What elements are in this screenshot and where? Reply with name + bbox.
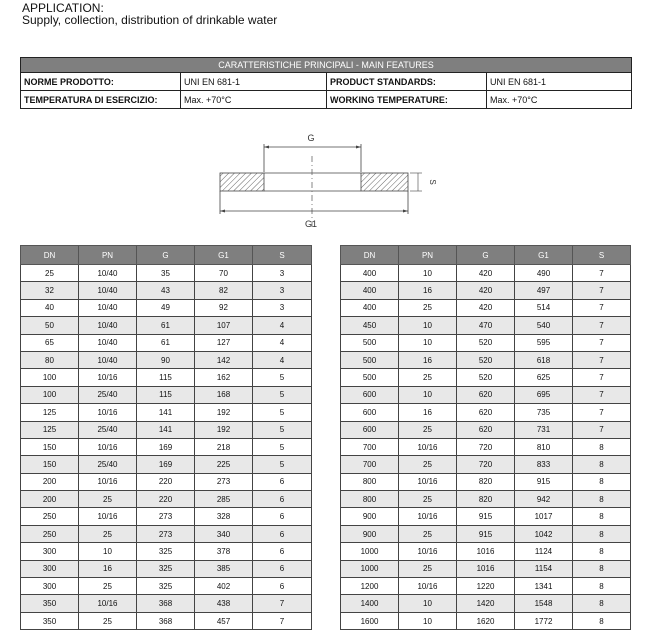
cell-s: 4 bbox=[253, 317, 312, 334]
table-row bbox=[21, 438, 312, 455]
table-row bbox=[341, 334, 631, 351]
table-row bbox=[21, 421, 312, 438]
table-row bbox=[21, 334, 312, 351]
cell-dn: 50 bbox=[21, 317, 79, 334]
cell-pn: 10 bbox=[399, 612, 457, 629]
feature-label-en: PRODUCT STANDARDS: bbox=[327, 73, 487, 91]
table-row bbox=[21, 491, 312, 508]
cell-g1: 328 bbox=[195, 508, 253, 525]
application-title: APPLICATION: bbox=[22, 1, 104, 15]
table-row bbox=[341, 351, 631, 368]
cell-g: 520 bbox=[457, 369, 515, 386]
cell-s: 8 bbox=[573, 473, 631, 490]
col-header-s: S bbox=[253, 246, 312, 265]
cell-g: 325 bbox=[137, 578, 195, 595]
table-row bbox=[341, 299, 631, 316]
cell-s: 7 bbox=[573, 386, 631, 403]
cell-s: 8 bbox=[573, 508, 631, 525]
cell-s: 7 bbox=[573, 351, 631, 368]
cell-dn: 200 bbox=[21, 473, 79, 490]
cell-g: 325 bbox=[137, 543, 195, 560]
cell-s: 4 bbox=[253, 334, 312, 351]
cell-g1: 402 bbox=[195, 578, 253, 595]
dimension-label-g: G bbox=[307, 133, 315, 143]
cell-dn: 500 bbox=[341, 369, 399, 386]
cell-g: 520 bbox=[457, 334, 515, 351]
cell-g1: 1017 bbox=[515, 508, 573, 525]
cell-pn: 10/16 bbox=[399, 473, 457, 490]
cell-g: 325 bbox=[137, 560, 195, 577]
cell-g: 273 bbox=[137, 525, 195, 542]
cell-dn: 400 bbox=[341, 265, 399, 282]
cell-s: 7 bbox=[573, 265, 631, 282]
cell-g: 620 bbox=[457, 421, 515, 438]
cell-g: 420 bbox=[457, 299, 515, 316]
cell-dn: 500 bbox=[341, 351, 399, 368]
dimension-label-g1: G1 bbox=[304, 219, 318, 229]
table-row bbox=[341, 595, 631, 612]
cell-g: 141 bbox=[137, 404, 195, 421]
cell-g1: 731 bbox=[515, 421, 573, 438]
table-row bbox=[21, 543, 312, 560]
feature-label-en: WORKING TEMPERATURE: bbox=[327, 91, 487, 109]
cell-pn: 25 bbox=[79, 578, 137, 595]
table-row bbox=[341, 265, 631, 282]
cell-s: 8 bbox=[573, 525, 631, 542]
feature-label-it: NORME PRODOTTO: bbox=[21, 73, 181, 91]
cell-dn: 1000 bbox=[341, 560, 399, 577]
table-row bbox=[341, 438, 631, 455]
cell-g1: 915 bbox=[515, 473, 573, 490]
cell-pn: 25/40 bbox=[79, 456, 137, 473]
cell-pn: 10/16 bbox=[79, 595, 137, 612]
cell-dn: 65 bbox=[21, 334, 79, 351]
cell-s: 6 bbox=[253, 508, 312, 525]
application-subtitle: Supply, collection, distribution of drinkable water bbox=[22, 13, 278, 27]
table-header-row bbox=[21, 246, 312, 265]
cell-dn: 125 bbox=[21, 421, 79, 438]
table-row bbox=[21, 265, 312, 282]
cell-g1: 1341 bbox=[515, 578, 573, 595]
cell-g1: 378 bbox=[195, 543, 253, 560]
cell-dn: 600 bbox=[341, 421, 399, 438]
cell-dn: 400 bbox=[341, 282, 399, 299]
cell-pn: 10 bbox=[79, 543, 137, 560]
cell-g1: 695 bbox=[515, 386, 573, 403]
cell-g1: 82 bbox=[195, 282, 253, 299]
cell-g: 820 bbox=[457, 491, 515, 508]
cell-s: 6 bbox=[253, 525, 312, 542]
table-row bbox=[341, 612, 631, 629]
col-header-dn: DN bbox=[21, 246, 79, 265]
cell-g1: 218 bbox=[195, 438, 253, 455]
table-row bbox=[341, 543, 631, 560]
table-row bbox=[341, 560, 631, 577]
cell-g: 820 bbox=[457, 473, 515, 490]
cell-dn: 1600 bbox=[341, 612, 399, 629]
table-row bbox=[341, 525, 631, 542]
cell-g1: 340 bbox=[195, 525, 253, 542]
cell-dn: 350 bbox=[21, 612, 79, 629]
cell-dn: 900 bbox=[341, 508, 399, 525]
cell-pn: 10 bbox=[399, 595, 457, 612]
cell-g: 1220 bbox=[457, 578, 515, 595]
table-row bbox=[21, 578, 312, 595]
cell-g1: 457 bbox=[195, 612, 253, 629]
cell-s: 8 bbox=[573, 456, 631, 473]
cell-s: 8 bbox=[573, 543, 631, 560]
table-row bbox=[341, 386, 631, 403]
cell-dn: 250 bbox=[21, 525, 79, 542]
table-row bbox=[21, 386, 312, 403]
cell-s: 5 bbox=[253, 369, 312, 386]
table-row bbox=[21, 351, 312, 368]
cell-pn: 10/16 bbox=[399, 543, 457, 560]
table-row bbox=[21, 612, 312, 629]
cell-g: 220 bbox=[137, 491, 195, 508]
cell-g: 520 bbox=[457, 351, 515, 368]
cell-dn: 200 bbox=[21, 491, 79, 508]
cell-g1: 127 bbox=[195, 334, 253, 351]
cell-s: 7 bbox=[573, 317, 631, 334]
cell-g1: 273 bbox=[195, 473, 253, 490]
col-header-pn: PN bbox=[399, 246, 457, 265]
cell-g: 61 bbox=[137, 317, 195, 334]
cell-g: 620 bbox=[457, 404, 515, 421]
cell-g: 368 bbox=[137, 612, 195, 629]
cell-s: 5 bbox=[253, 438, 312, 455]
cell-s: 3 bbox=[253, 282, 312, 299]
cell-g: 90 bbox=[137, 351, 195, 368]
cell-pn: 25 bbox=[399, 491, 457, 508]
cell-pn: 25 bbox=[399, 369, 457, 386]
cell-pn: 10/40 bbox=[79, 265, 137, 282]
cell-g1: 490 bbox=[515, 265, 573, 282]
cell-pn: 16 bbox=[399, 282, 457, 299]
cell-g1: 833 bbox=[515, 456, 573, 473]
cell-pn: 25 bbox=[399, 525, 457, 542]
cell-dn: 300 bbox=[21, 578, 79, 595]
cell-g: 1620 bbox=[457, 612, 515, 629]
cell-s: 5 bbox=[253, 404, 312, 421]
cell-dn: 1400 bbox=[341, 595, 399, 612]
cell-g: 115 bbox=[137, 369, 195, 386]
feature-row-temperature bbox=[21, 91, 632, 109]
table-row bbox=[21, 369, 312, 386]
cell-g: 43 bbox=[137, 282, 195, 299]
table-row bbox=[21, 299, 312, 316]
cell-dn: 100 bbox=[21, 386, 79, 403]
cell-dn: 250 bbox=[21, 508, 79, 525]
cell-g1: 192 bbox=[195, 404, 253, 421]
cell-g1: 92 bbox=[195, 299, 253, 316]
cell-g: 220 bbox=[137, 473, 195, 490]
cell-dn: 300 bbox=[21, 543, 79, 560]
main-features-header: CARATTERISTICHE PRINCIPALI - MAIN FEATURES bbox=[21, 58, 632, 73]
cell-s: 6 bbox=[253, 473, 312, 490]
cell-pn: 25 bbox=[399, 421, 457, 438]
cell-s: 6 bbox=[253, 578, 312, 595]
cell-pn: 10/16 bbox=[399, 578, 457, 595]
cell-g1: 142 bbox=[195, 351, 253, 368]
cell-pn: 10 bbox=[399, 386, 457, 403]
cell-pn: 10 bbox=[399, 334, 457, 351]
cell-s: 7 bbox=[573, 334, 631, 351]
cell-pn: 25 bbox=[79, 491, 137, 508]
table-row bbox=[341, 578, 631, 595]
cell-s: 8 bbox=[573, 612, 631, 629]
table-row bbox=[341, 369, 631, 386]
cell-g1: 70 bbox=[195, 265, 253, 282]
dimension-label-s: S bbox=[428, 179, 437, 185]
feature-value-it: UNI EN 681-1 bbox=[181, 73, 327, 91]
col-header-pn: PN bbox=[79, 246, 137, 265]
cell-g1: 618 bbox=[515, 351, 573, 368]
cell-pn: 25 bbox=[399, 299, 457, 316]
cell-g: 720 bbox=[457, 438, 515, 455]
cell-g: 915 bbox=[457, 508, 515, 525]
table-row bbox=[21, 473, 312, 490]
cell-s: 8 bbox=[573, 578, 631, 595]
cell-s: 7 bbox=[573, 282, 631, 299]
cell-g: 470 bbox=[457, 317, 515, 334]
table-row bbox=[341, 282, 631, 299]
table-row bbox=[341, 473, 631, 490]
cell-g1: 1548 bbox=[515, 595, 573, 612]
feature-label-it: TEMPERATURA DI ESERCIZIO: bbox=[21, 91, 181, 109]
cell-pn: 10/40 bbox=[79, 282, 137, 299]
cell-pn: 16 bbox=[79, 560, 137, 577]
cell-s: 7 bbox=[573, 404, 631, 421]
cell-g1: 810 bbox=[515, 438, 573, 455]
cell-pn: 16 bbox=[399, 404, 457, 421]
cell-pn: 25/40 bbox=[79, 386, 137, 403]
cell-dn: 1200 bbox=[341, 578, 399, 595]
cell-dn: 32 bbox=[21, 282, 79, 299]
cell-dn: 1000 bbox=[341, 543, 399, 560]
col-header-g: G bbox=[137, 246, 195, 265]
cell-dn: 40 bbox=[21, 299, 79, 316]
cell-s: 4 bbox=[253, 351, 312, 368]
table-row bbox=[341, 421, 631, 438]
cell-dn: 600 bbox=[341, 386, 399, 403]
cell-s: 3 bbox=[253, 299, 312, 316]
table-row bbox=[341, 508, 631, 525]
cell-dn: 150 bbox=[21, 438, 79, 455]
cell-g: 115 bbox=[137, 386, 195, 403]
cell-g: 49 bbox=[137, 299, 195, 316]
cell-g1: 1042 bbox=[515, 525, 573, 542]
cell-dn: 500 bbox=[341, 334, 399, 351]
cell-pn: 10/16 bbox=[79, 404, 137, 421]
cell-dn: 450 bbox=[341, 317, 399, 334]
cell-g: 1016 bbox=[457, 560, 515, 577]
cell-pn: 16 bbox=[399, 351, 457, 368]
cell-g1: 540 bbox=[515, 317, 573, 334]
cell-pn: 10/16 bbox=[79, 473, 137, 490]
cell-g1: 1154 bbox=[515, 560, 573, 577]
cell-pn: 25 bbox=[79, 612, 137, 629]
cell-g: 420 bbox=[457, 265, 515, 282]
cell-g1: 192 bbox=[195, 421, 253, 438]
feature-value-en: UNI EN 681-1 bbox=[487, 73, 632, 91]
cell-pn: 25 bbox=[79, 525, 137, 542]
cell-s: 5 bbox=[253, 386, 312, 403]
feature-value-it: Max. +70°C bbox=[181, 91, 327, 109]
cell-pn: 10/16 bbox=[79, 508, 137, 525]
cell-g: 1420 bbox=[457, 595, 515, 612]
cell-pn: 25/40 bbox=[79, 421, 137, 438]
cell-dn: 800 bbox=[341, 491, 399, 508]
cell-g: 1016 bbox=[457, 543, 515, 560]
cell-s: 5 bbox=[253, 421, 312, 438]
table-row bbox=[21, 282, 312, 299]
cell-pn: 10/40 bbox=[79, 334, 137, 351]
cell-g1: 168 bbox=[195, 386, 253, 403]
cell-s: 8 bbox=[573, 438, 631, 455]
cell-g1: 1124 bbox=[515, 543, 573, 560]
cell-s: 7 bbox=[573, 421, 631, 438]
cell-g1: 385 bbox=[195, 560, 253, 577]
cell-s: 7 bbox=[253, 595, 312, 612]
cell-dn: 100 bbox=[21, 369, 79, 386]
cell-pn: 10/40 bbox=[79, 317, 137, 334]
cell-g1: 625 bbox=[515, 369, 573, 386]
col-header-dn: DN bbox=[341, 246, 399, 265]
col-header-s: S bbox=[573, 246, 631, 265]
cell-g1: 514 bbox=[515, 299, 573, 316]
cell-s: 6 bbox=[253, 491, 312, 508]
cell-pn: 10/16 bbox=[399, 508, 457, 525]
cell-g: 915 bbox=[457, 525, 515, 542]
table-row bbox=[21, 404, 312, 421]
col-header-g: G bbox=[457, 246, 515, 265]
cell-pn: 10/40 bbox=[79, 299, 137, 316]
table-row bbox=[21, 595, 312, 612]
cell-s: 6 bbox=[253, 560, 312, 577]
feature-row-standards bbox=[21, 73, 632, 91]
dimensions-table-right bbox=[340, 245, 631, 630]
cell-pn: 25 bbox=[399, 456, 457, 473]
dimensions-table-left bbox=[20, 245, 312, 630]
table-row bbox=[341, 456, 631, 473]
cell-g: 169 bbox=[137, 438, 195, 455]
gasket-ring-left bbox=[220, 173, 264, 191]
cell-dn: 900 bbox=[341, 525, 399, 542]
gasket-diagram bbox=[200, 128, 440, 233]
cell-s: 3 bbox=[253, 265, 312, 282]
cell-s: 6 bbox=[253, 543, 312, 560]
cell-g1: 438 bbox=[195, 595, 253, 612]
table-row bbox=[21, 560, 312, 577]
cell-s: 8 bbox=[573, 560, 631, 577]
cell-dn: 80 bbox=[21, 351, 79, 368]
cell-dn: 350 bbox=[21, 595, 79, 612]
main-features-table bbox=[20, 57, 632, 109]
cell-s: 7 bbox=[573, 369, 631, 386]
cell-s: 7 bbox=[573, 299, 631, 316]
cell-pn: 10/16 bbox=[79, 369, 137, 386]
cell-g1: 595 bbox=[515, 334, 573, 351]
cell-g: 141 bbox=[137, 421, 195, 438]
feature-value-en: Max. +70°C bbox=[487, 91, 632, 109]
cell-pn: 10 bbox=[399, 265, 457, 282]
cell-dn: 600 bbox=[341, 404, 399, 421]
cell-g: 273 bbox=[137, 508, 195, 525]
col-header-g1: G1 bbox=[515, 246, 573, 265]
table-row bbox=[341, 404, 631, 421]
table-row bbox=[21, 525, 312, 542]
table-header-row bbox=[341, 246, 631, 265]
cell-pn: 10 bbox=[399, 317, 457, 334]
cell-pn: 10/16 bbox=[399, 438, 457, 455]
table-row bbox=[21, 508, 312, 525]
cell-dn: 125 bbox=[21, 404, 79, 421]
cell-g: 620 bbox=[457, 386, 515, 403]
table-row bbox=[21, 317, 312, 334]
cell-g: 368 bbox=[137, 595, 195, 612]
cell-s: 7 bbox=[253, 612, 312, 629]
cell-g1: 162 bbox=[195, 369, 253, 386]
cell-g: 169 bbox=[137, 456, 195, 473]
cell-g: 720 bbox=[457, 456, 515, 473]
cell-g1: 225 bbox=[195, 456, 253, 473]
cell-dn: 400 bbox=[341, 299, 399, 316]
cell-g1: 497 bbox=[515, 282, 573, 299]
col-header-g1: G1 bbox=[195, 246, 253, 265]
cell-g: 420 bbox=[457, 282, 515, 299]
cell-pn: 10/40 bbox=[79, 351, 137, 368]
cell-pn: 10/16 bbox=[79, 438, 137, 455]
cell-g1: 107 bbox=[195, 317, 253, 334]
cell-dn: 700 bbox=[341, 456, 399, 473]
cell-s: 8 bbox=[573, 491, 631, 508]
cell-s: 8 bbox=[573, 595, 631, 612]
cell-g1: 735 bbox=[515, 404, 573, 421]
table-row bbox=[341, 317, 631, 334]
cell-g: 35 bbox=[137, 265, 195, 282]
cell-dn: 700 bbox=[341, 438, 399, 455]
cell-g: 61 bbox=[137, 334, 195, 351]
cell-dn: 150 bbox=[21, 456, 79, 473]
table-row bbox=[21, 456, 312, 473]
cell-g1: 285 bbox=[195, 491, 253, 508]
cell-pn: 25 bbox=[399, 560, 457, 577]
table-row bbox=[341, 491, 631, 508]
cell-dn: 25 bbox=[21, 265, 79, 282]
cell-g1: 1772 bbox=[515, 612, 573, 629]
gasket-ring-right bbox=[361, 173, 408, 191]
cell-g1: 942 bbox=[515, 491, 573, 508]
cell-dn: 800 bbox=[341, 473, 399, 490]
cell-s: 5 bbox=[253, 456, 312, 473]
cell-dn: 300 bbox=[21, 560, 79, 577]
